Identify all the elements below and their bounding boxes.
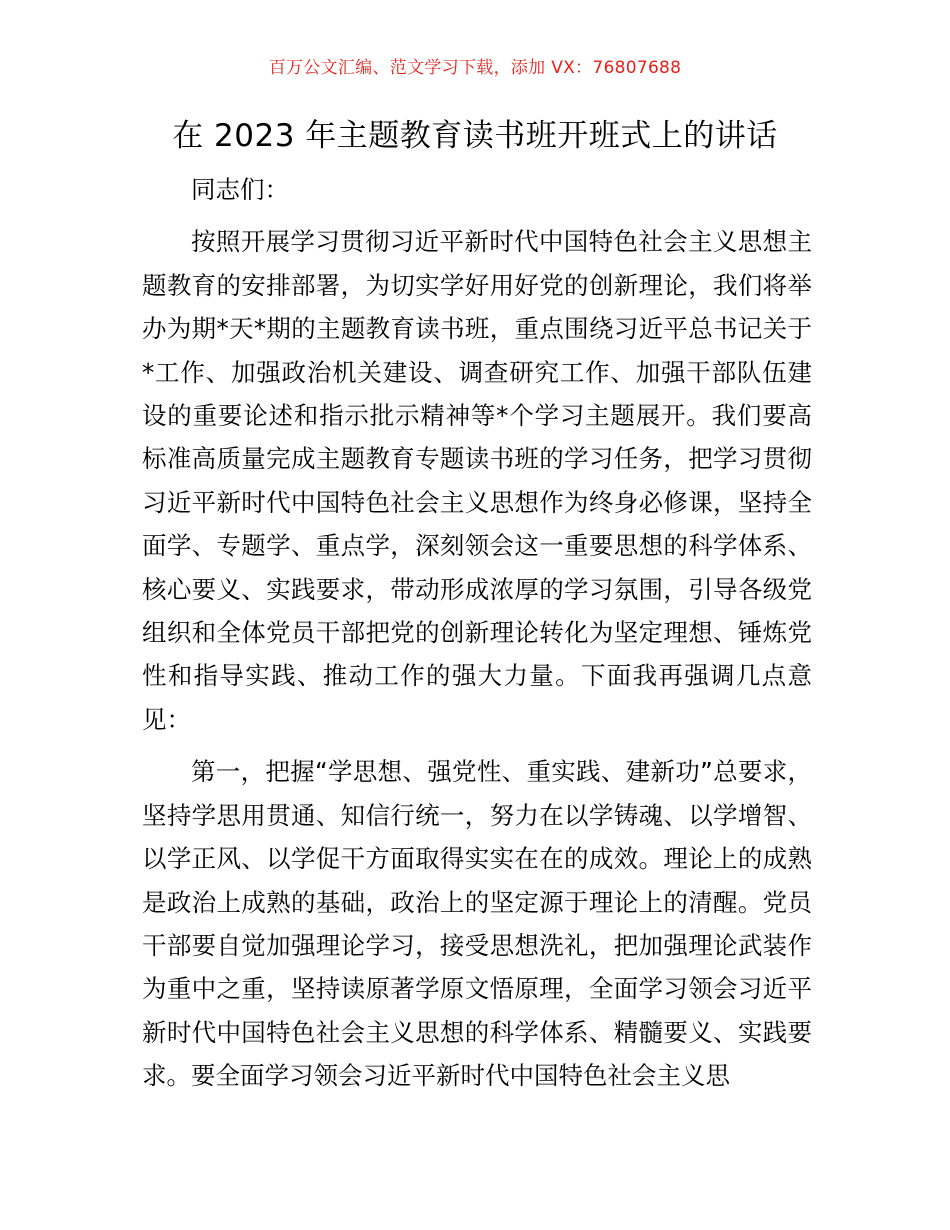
document-title: 在 2023 年主题教育读书班开班式上的讲话 (172, 118, 778, 154)
paragraph-2: 第一，把握“学思想、强党性、重实践、建新功”总要求，坚持学思用贯通、知信行统一，努力在以学铸魂、以学增智、以学正风、以学促干方面取得实实在在的成效。理论上的成熟是政治上成熟的基础，政治上的坚定源于理论上的清醒。党员干部要自觉加强理论学习，接受思想洗礼，把加强理论武装作为重中之重，坚持读原著学原文悟原理，全面学习领会习近平新时代中国特色社会主义思想的科学体系、精髓要义、实践要求。要全面学习领会习近平新时代中国特色社会主义思 (142, 757, 812, 1091)
document-body (142, 168, 812, 1098)
greeting: 同志们： (191, 175, 289, 204)
watermark-header: 百万公文汇编、范文学习下载，添加 VX：76807688 (268, 58, 682, 78)
paragraph-1: 按照开展学习贯彻习近平新时代中国特色社会主义思想主题教育的安排部署，为切实学好用好党的创新理论，我们将举办为期*天*期的主题教育读书班，重点围绕习近平总书记关于*工作、加强政治机关建设、调查研究工作、加强干部队伍建设的重要论述和指示批示精神等*个学习主题展开。我们要高标准高质量完成主题教育专题读书班的学习任务，把学习贯彻习近平新时代中国特色社会主义思想作为终身必修课，坚持全面学、专题学、重点学，深刻领会这一重要思想的科学体系、核心要义、实践要求，带动形成浓厚的学习氛围，引导各级党组织和全体党员干部把党的创新理论转化为坚定理想、锤炼党性和指导实践、推动工作的强大力量。下面我再强调几点意见： (142, 227, 812, 734)
